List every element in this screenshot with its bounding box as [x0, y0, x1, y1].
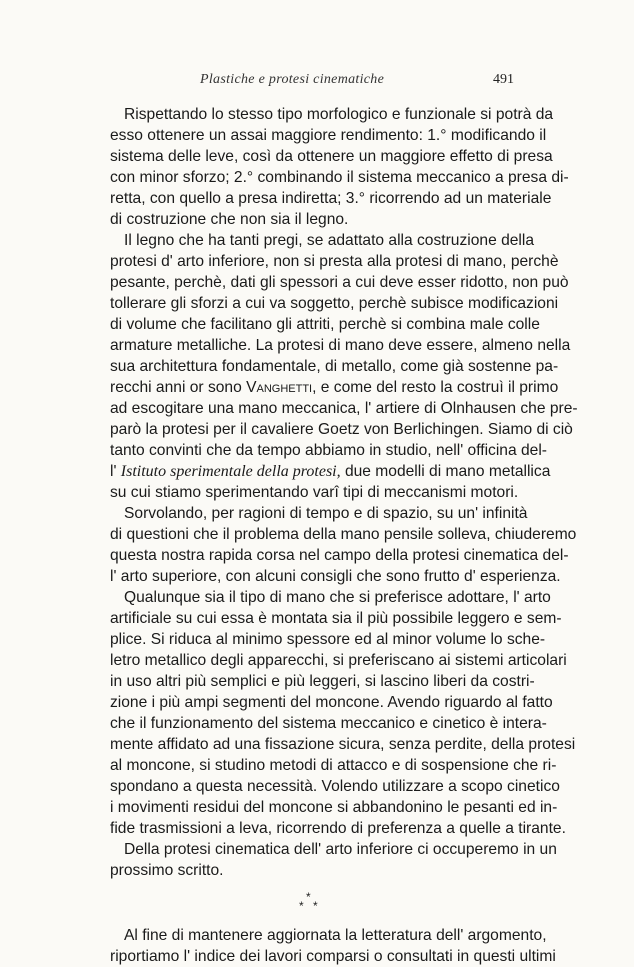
text-line: armature metalliche. La protesi di mano deve essere, almeno nella: [110, 337, 571, 354]
text-segment: sua architettura fondamentale, di metallo, come già sostenne pa-: [110, 358, 559, 375]
text-segment: due modelli di mano metallica: [340, 463, 551, 480]
text-line: riportiamo l' indice dei lavori comparsi o consultati in questi ultimi: [110, 948, 556, 965]
text-segment: l': [110, 463, 121, 480]
text-line: Rispettando lo stesso tipo morfologico e funzionale si potrà da: [124, 106, 554, 123]
text-line: con minor sforzo; 2.° combinando il sistema meccanico a presa di-: [110, 169, 569, 186]
text-line: sistema delle leve, così da ottenere un maggiore effetto di presa: [110, 148, 553, 165]
text-line: i movimenti residui del moncone si abbandonino le pesanti ed in-: [110, 799, 558, 816]
paragraph-5: [110, 839, 557, 881]
text-line: esso ottenere un assai maggiore rendimento: 1.° modificando il: [110, 127, 547, 144]
text-line: fide trasmissioni a leva, ricorrendo di preferenza a quelle a tirante.: [110, 820, 566, 837]
asterism-star: *: [313, 899, 318, 913]
text-line: pesante, perchè, dati gli spessori a cui deve esser ridotto, non può: [110, 274, 569, 291]
text-line: prossimo scritto.: [110, 862, 224, 879]
text-line: su cui stiamo sperimentando varî tipi di meccanismi motori.: [110, 484, 519, 501]
text-line: Della protesi cinematica dell' arto inferiore ci occuperemo in un: [124, 841, 557, 858]
text-line: di costruzione che non sia il legno.: [110, 211, 349, 228]
text-line: Qualunque sia il tipo di mano che si preferisce adottare, l' arto: [124, 589, 551, 606]
text-line: l' arto superiore, con alcuni consigli che sono frutto d' esperienza.: [110, 568, 561, 585]
text-line: artificiale su cui essa è montata sia il più possibile leggero e sem-: [110, 610, 562, 627]
paragraph-3: [110, 503, 577, 587]
text-line: plice. Si riduca al minimo spessore ed al minor volume lo sche-: [110, 631, 546, 648]
author-name: Vanghetti: [246, 379, 313, 396]
text-line: retta, con quello a presa indiretta; 3.° ricorrendo ad un materiale: [110, 190, 552, 207]
text-line: in uso altri più semplici e più leggeri, si lascino liberi da costri-: [110, 673, 535, 690]
text-line: Al fine di mantenere aggiornata la letteratura dell' argomento,: [124, 927, 547, 944]
text-line: ad escogitare una mano meccanica, l' artiere di Olnhausen che pre-: [110, 400, 578, 417]
asterism-star: *: [299, 899, 304, 913]
text-line: zione i più ampi segmenti del moncone. Avendo riguardo al fatto: [110, 694, 553, 711]
text-line: che il funzionamento del sistema meccanico e cinetico è intera-: [110, 715, 547, 732]
text-segment: , e come del resto la costruì il primo: [312, 379, 559, 396]
asterism-star: *: [306, 890, 311, 904]
text-line: mente affidato ad una fissazione sicura, senza perdite, della protesi: [110, 736, 576, 753]
text-line: spondano a questa necessità. Volendo utilizzare a scopo cinetico: [110, 778, 560, 795]
running-title: Plastiche e protesi cinematiche: [200, 72, 385, 87]
text-line: tanto convinti che da tempo abbiamo in studio, nell' officina del-: [110, 442, 547, 459]
text-segment: recchi anni or sono: [110, 379, 247, 396]
institute-name: Istituto sperimentale della protesi,: [120, 463, 341, 480]
text-line: letro metallico degli apparecchi, si preferiscano ai sistemi articolari: [110, 652, 567, 669]
paragraph-2: [110, 230, 578, 503]
text-line: al moncone, si studino metodi di attacco e di sospensione che ri-: [110, 757, 557, 774]
text-line: parò la protesi per il cavaliere Goetz von Berlichingen. Siamo di ciò: [110, 421, 573, 438]
body-text: [110, 104, 578, 967]
text-line: tollerare gli sforzi a cui va soggetto, perchè subisce modificazioni: [110, 295, 559, 312]
text-line: Il legno che ha tanti pregi, se adattato alla costruzione della: [124, 232, 535, 249]
running-header: [110, 70, 516, 94]
section-divider-asterism: [110, 881, 518, 925]
text-line: di volume che facilitano gli attriti, perchè si combina male colle: [110, 316, 540, 333]
paragraph-6: [110, 925, 556, 967]
paragraph-1: [110, 104, 569, 230]
text-line: [110, 356, 559, 377]
page-number: 491: [493, 72, 514, 87]
text-line: [110, 377, 559, 398]
text-line: protesi d' arto inferiore, non si presta alla protesi di mano, perchè: [110, 253, 559, 270]
text-line: questa nostra rapida corsa nel campo della protesi cinematica del-: [110, 547, 569, 564]
paragraph-4: [110, 587, 576, 839]
text-line: Sorvolando, per ragioni di tempo e di spazio, su un' infinità: [124, 505, 528, 522]
text-line: [110, 461, 551, 482]
text-line: di questioni che il problema della mano pensile solleva, chiuderemo: [110, 526, 577, 543]
